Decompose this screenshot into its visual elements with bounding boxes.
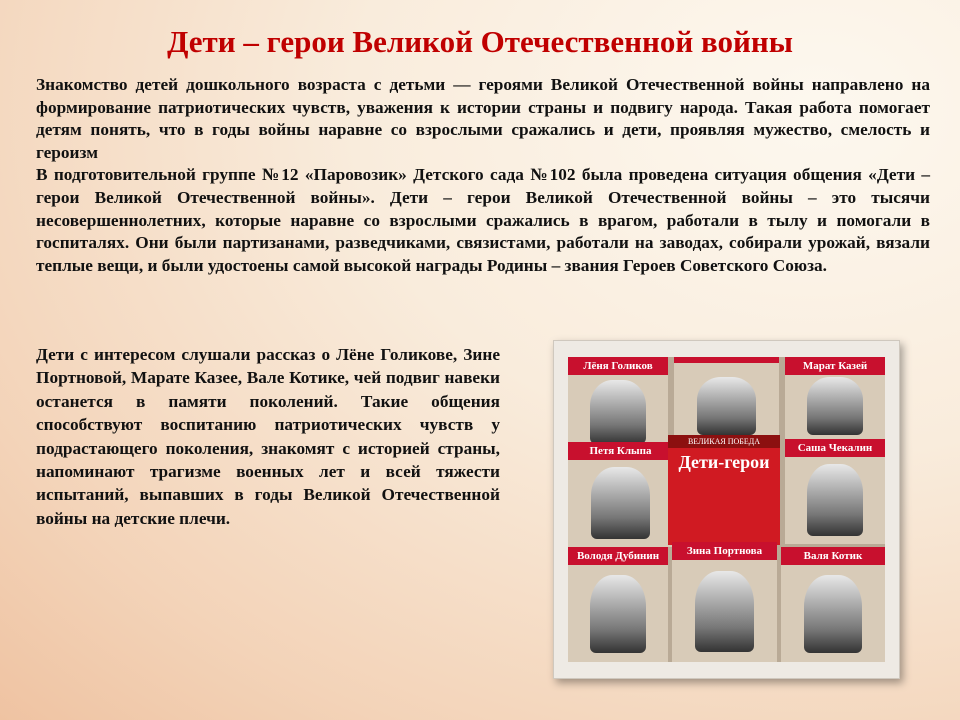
photo-card	[672, 542, 777, 662]
photo-card	[785, 439, 885, 544]
card-label: Петя Клыпа	[568, 442, 673, 460]
poster-title: Дети-герои	[678, 452, 770, 472]
card-label: Валя Котик	[781, 547, 885, 565]
card-label: Лёня Голиков	[568, 357, 668, 375]
card-label: Марат Казей	[785, 357, 885, 375]
photo-card	[781, 547, 885, 662]
paragraph-1: Знакомство детей дошкольного возраста с детьми — героями Великой Отечественной войны направлено на формирование патриотических чувств, уважения к истории страны и подвигу народа. Такая работа помогает детям понять, что в годы войны наравне со взрослыми сражались и дети, проявляя мужество, смелость и героизм	[36, 75, 930, 162]
card-label: Зина Портнова	[672, 542, 777, 560]
photo-card	[785, 357, 885, 442]
slide-title: Дети – герои Великой Отечественной войны	[167, 24, 793, 59]
center-poster	[668, 435, 780, 545]
poster-banner: ВЕЛИКАЯ ПОБЕДА	[668, 435, 780, 448]
photo-card	[568, 357, 668, 452]
photo-collage	[553, 340, 900, 679]
paragraph-3: Дети с интересом слушали рассказ о Лёне Голикове, Зине Портновой, Марате Казее, Вале Котике, чей подвиг навеки останется в памяти поколений. Такие общения способствуют воспитанию патриотических чувств у подрастающего поколения, знакомят с историей страны, напоминают трагизме военных лет и всей тяжести испытаний, выпавших в годы Великой Отечественной войны на детские плечи.	[36, 345, 500, 528]
photo-card	[568, 442, 673, 547]
card-label: Саша Чекалин	[785, 439, 885, 457]
card-label: Володя Дубинин	[568, 547, 668, 565]
intro-text	[36, 74, 930, 277]
photo-card	[674, 357, 779, 442]
paragraph-2: В подготовительной группе №12 «Паровозик» Детского сада №102 была проведена ситуация общения «Дети – герои Великой Отечественной войны». Дети – герои Великой Отечественной войны – это тысячи несовершеннолетних, которые наравне со взрослыми сражались в врагом, работали в тылу и помогали в госпиталях. Они были партизанами, разведчиками, связистами, работали на заводах, собирали урожай, вязали теплые вещи, и были удостоены самой высокой награды Родины – звания Героев Советского Союза.	[36, 165, 930, 275]
photo-card	[568, 547, 668, 662]
